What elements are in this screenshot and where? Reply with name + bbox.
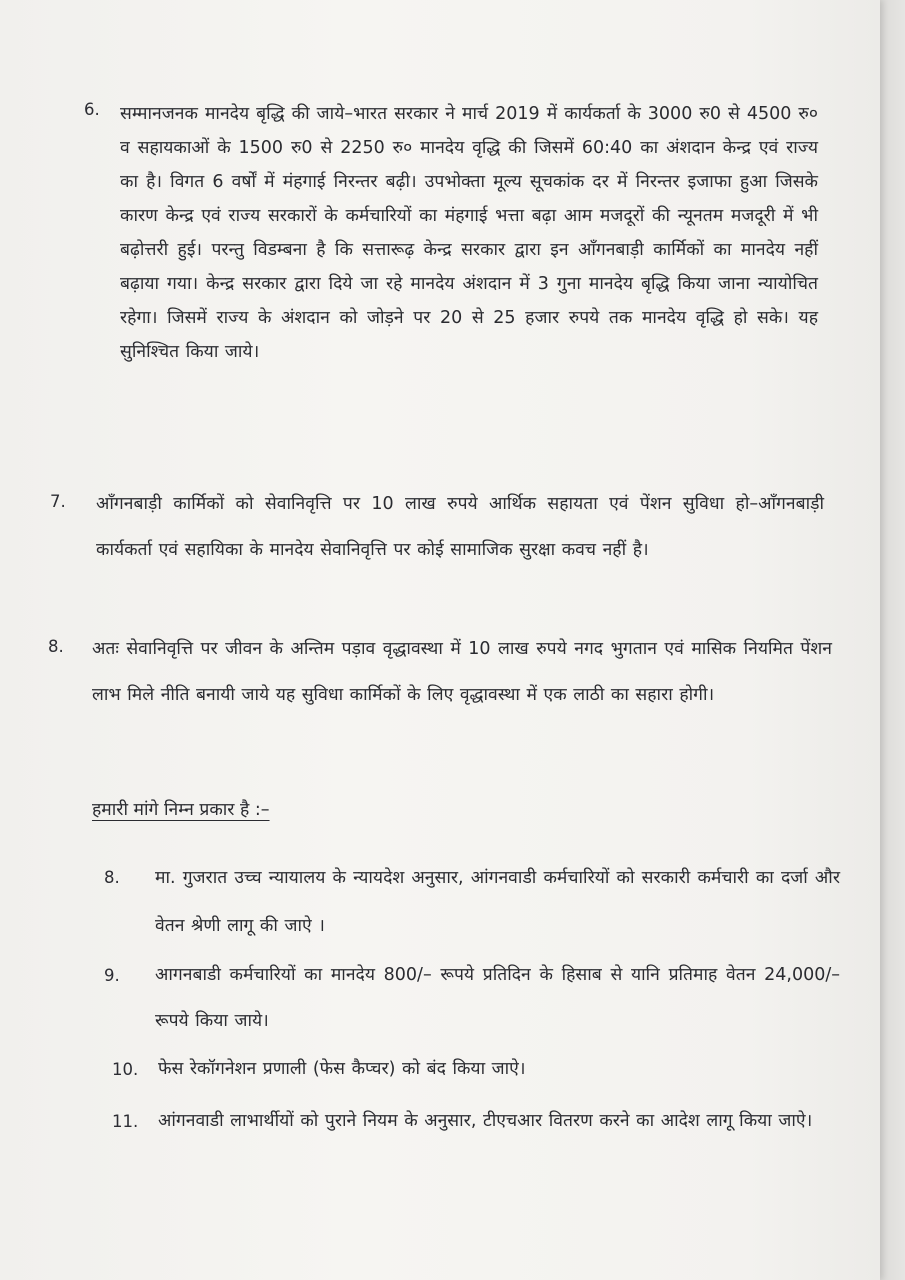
demand-number-10: 10. [112,1060,139,1079]
item-text-8: अतः सेवानिवृत्ति पर जीवन के अन्तिम पड़ाव वृद्धावस्था में 10 लाख रुपये नगद भुगतान एवं मासिक नियमित पेंशन लाभ मिले नीति बनायी जाये यह सुविधा कार्मिकों के लिए वृद्धावस्था में एक लाठी का सहारा होगी। [92,639,832,705]
demand-text-11: आंगनवाडी लाभार्थीयों को पुराने नियम के अनुसार, टीएचआर वितरण करने का आदेश लागू किया जाऐ। [158,1111,813,1131]
item-number-8: 8. [48,637,64,656]
demands-heading: हमारी मांगे निम्न प्रकार है :– [92,800,270,820]
demand-number-8: 8. [104,868,120,887]
demand-number-11: 11. [112,1112,139,1131]
demand-number-9: 9. [104,966,120,985]
item-text-7: आँगनबाड़ी कार्मिकों को सेवानिवृत्ति पर 10 लाख रुपये आर्थिक सहायता एवं पेंशन सुविधा हो–आँगनबाड़ी कार्यकर्ता एवं सहायिका के मानदेय सेवानिवृत्ति पर कोई सामाजिक सुरक्षा कवच नहीं है। [96,494,824,560]
demand-text-9: आगनबाडी कर्मचारियों का मानदेय 800/– रूपये प्रतिदिन के हिसाब से यानि प्रतिमाह वेतन 24,000/– रूपये किया जाये। [155,965,840,1031]
item-text-6: सम्मानजनक मानदेय बृद्धि की जाये–भारत सरकार ने मार्च 2019 में कार्यकर्ता के 3000 रु0 से 4500 रु० व सहायकाओं के 1500 रु0 से 2250 रु० मानदेय वृद्धि की जिसमें 60:40 का अंशदान केन्द्र एवं राज्य का है। विगत 6 वर्षों में मंहगाई निरन्तर बढ़ी। उपभोक्ता मूल्य सूचकांक दर में निरन्तर इजाफा हुआ जिसके कारण केन्द्र एवं राज्य सरकारों के कर्मचारियों का मंहगाई भत्ता बढ़ा आम मजदूरों की न्यूनतम मजदूरी में भी बढ़ोत्तरी हुई। परन्तु विडम्बना है कि सत्तारूढ़ केन्द्र सरकार द्वारा इन आँगनबाड़ी कार्मिकों का मानदेय नहीं बढ़ाया गया। केन्द्र सरकार द्वारा दिये जा रहे मानदेय अंशदान में 3 गुना मानदेय बृद्धि किया जाना न्यायोचित रहेगा। जिसमें राज्य के अंशदान को जोड़ने पर 20 से 25 हजार रुपये तक मानदेय वृद्धि हो सके। यह सुनिश्चित किया जाये। [120,104,818,362]
demand-text-10: फेस रेकॉगनेशन प्रणाली (फेस कैप्चर) को बंद किया जाऐ। [158,1059,526,1079]
item-number-6: 6. [84,100,100,119]
item-number-7: 7. [50,492,66,511]
page-background-edge [880,0,905,1280]
demand-text-8: मा. गुजरात उच्च न्यायालय के न्यायदेश अनुसार, आंगनवाडी कर्मचारियों को सरकारी कर्मचारी का दर्जा और वेतन श्रेणी लागू की जाऐ । [155,868,840,936]
